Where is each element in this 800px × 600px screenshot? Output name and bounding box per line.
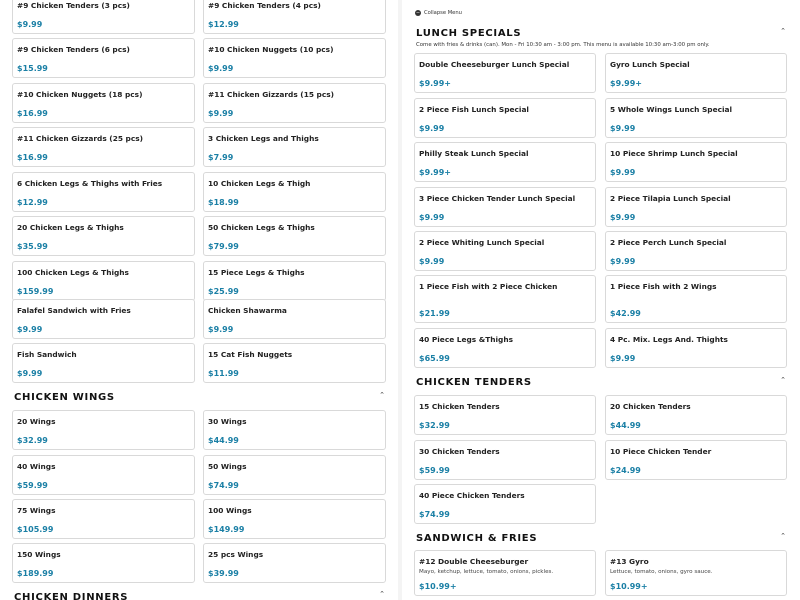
item-name: 30 Chicken Tenders (419, 447, 500, 456)
item-name: #10 Chicken Nuggets (10 pcs) (208, 45, 334, 54)
item-price: $24.99 (610, 466, 641, 475)
item-name: #11 Chicken Gizzards (15 pcs) (208, 90, 334, 99)
menu-item-card[interactable] (605, 395, 787, 435)
item-price: $105.99 (17, 525, 54, 534)
item-name: 15 Chicken Tenders (419, 402, 500, 411)
section-title-chicken-dinners: CHICKEN DINNERS (14, 592, 129, 600)
item-name: 2 Piece Whiting Lunch Special (419, 238, 545, 247)
item-price: $9.99 (208, 109, 234, 118)
item-price: $10.99+ (610, 582, 648, 591)
item-price: $74.99 (419, 510, 450, 519)
item-name: 1 Piece Fish with 2 Piece Chicken (419, 282, 558, 291)
menu-item-card[interactable] (203, 410, 386, 450)
menu-item-card[interactable] (12, 261, 195, 301)
menu-item-card[interactable] (203, 0, 386, 34)
item-name: 150 Wings (17, 550, 61, 559)
item-name: 4 Pc. Mix. Legs And. Thights (610, 335, 728, 344)
menu-item-card[interactable] (605, 328, 787, 368)
chevron-up-icon[interactable]: ⌃ (780, 376, 786, 384)
item-price: $65.99 (419, 354, 450, 363)
section-description: Come with fries & drinks (can). Mon - Fri 10:30 am - 3:00 pm. This menu is available 10:30 am-3:00 pm only. (416, 42, 710, 48)
menu-item-card[interactable] (605, 142, 787, 182)
menu-item-card[interactable] (414, 395, 596, 435)
item-price: $25.99 (208, 287, 239, 296)
item-name: 10 Piece Chicken Tender (610, 447, 712, 456)
collapse-menu-button[interactable] (415, 10, 462, 16)
menu-item-card[interactable] (203, 455, 386, 495)
item-name: 2 Piece Perch Lunch Special (610, 238, 727, 247)
menu-item-card[interactable] (12, 543, 195, 583)
item-name: 100 Wings (208, 506, 252, 515)
section-title-chicken-wings: CHICKEN WINGS (14, 392, 115, 403)
item-name: 75 Wings (17, 506, 56, 515)
item-price: $9.99 (610, 124, 636, 133)
item-price: $9.99+ (610, 79, 643, 88)
item-name: 1 Piece Fish with 2 Wings (610, 282, 717, 291)
item-name: 100 Chicken Legs & Thighs (17, 268, 129, 277)
menu-item-card[interactable] (203, 299, 386, 339)
menu-item-card[interactable] (414, 98, 596, 138)
item-name: Philly Steak Lunch Special (419, 149, 529, 158)
item-price: $39.99 (208, 569, 239, 578)
chevron-up-icon[interactable]: ⌃ (379, 391, 385, 399)
item-name: 10 Chicken Legs & Thigh (208, 179, 311, 188)
menu-item-card[interactable] (414, 231, 596, 271)
menu-item-card[interactable] (203, 216, 386, 256)
menu-item-card[interactable] (414, 550, 596, 596)
item-name: #11 Chicken Gizzards (25 pcs) (17, 134, 143, 143)
item-price: $12.99 (17, 198, 48, 207)
menu-column-right (405, 0, 800, 600)
menu-column-left (0, 0, 395, 600)
menu-item-card[interactable] (12, 38, 195, 78)
item-price: $15.99 (17, 64, 48, 73)
menu-item-card[interactable] (414, 142, 596, 182)
item-price: $16.99 (17, 109, 48, 118)
menu-item-card[interactable] (605, 98, 787, 138)
menu-item-card[interactable] (203, 261, 386, 301)
item-price: $9.99 (610, 354, 636, 363)
item-name: 20 Chicken Tenders (610, 402, 691, 411)
menu-item-card[interactable] (12, 410, 195, 450)
item-price: $159.99 (17, 287, 54, 296)
item-name: 15 Piece Legs & Thighs (208, 268, 305, 277)
menu-item-card[interactable] (203, 38, 386, 78)
item-price: $7.99 (208, 153, 234, 162)
item-name: 5 Whole Wings Lunch Special (610, 105, 733, 114)
item-price: $18.99 (208, 198, 239, 207)
item-price: $9.99 (208, 64, 234, 73)
menu-item-card[interactable] (12, 172, 195, 212)
item-price: $9.99 (419, 213, 445, 222)
item-name: 2 Piece Fish Lunch Special (419, 105, 529, 114)
menu-item-card[interactable] (605, 440, 787, 480)
item-price: $44.99 (610, 421, 641, 430)
item-name: 50 Chicken Legs & Thighs (208, 223, 315, 232)
chevron-up-icon[interactable]: ⌃ (780, 532, 786, 540)
item-name: 30 Wings (208, 417, 247, 426)
item-price: $42.99 (610, 309, 641, 318)
item-name: 3 Piece Chicken Tender Lunch Special (419, 194, 576, 203)
menu-item-card[interactable] (605, 187, 787, 227)
menu-item-card[interactable] (203, 499, 386, 539)
item-price: $9.99 (17, 325, 43, 334)
item-name: 25 pcs Wings (208, 550, 264, 559)
menu-item-card[interactable] (414, 328, 596, 368)
item-description: Lettuce, tomato, onions, gyro sauce. (610, 569, 713, 575)
section-title-sandwich-fries: SANDWICH & FRIES (416, 533, 538, 544)
item-price: $44.99 (208, 436, 239, 445)
item-name: Falafel Sandwich with Fries (17, 306, 131, 315)
menu-item-card[interactable] (12, 0, 195, 34)
item-price: $9.99+ (419, 168, 452, 177)
item-price: $11.99 (208, 369, 239, 378)
item-price: $79.99 (208, 242, 239, 251)
chevron-up-icon[interactable]: ⌃ (379, 590, 385, 598)
item-description: Mayo, ketchup, lettuce, tomato, onions, pickles. (419, 569, 554, 575)
item-name: 20 Chicken Legs & Thighs (17, 223, 124, 232)
item-price: $9.99+ (419, 79, 452, 88)
menu-item-card[interactable] (605, 231, 787, 271)
item-name: Double Cheeseburger Lunch Special (419, 60, 570, 69)
menu-item-card[interactable] (203, 343, 386, 383)
item-name: 15 Cat Fish Nuggets (208, 350, 293, 359)
menu-item-card[interactable] (605, 550, 787, 596)
menu-item-card[interactable] (605, 275, 787, 323)
item-price: $21.99 (419, 309, 450, 318)
item-name: #10 Chicken Nuggets (18 pcs) (17, 90, 143, 99)
item-name: #9 Chicken Tenders (6 pcs) (17, 45, 130, 54)
item-price: $9.99 (419, 257, 445, 266)
menu-item-card[interactable] (414, 440, 596, 480)
item-name: #13 Gyro (610, 557, 649, 566)
item-price: $9.99 (419, 124, 445, 133)
item-price: $9.99 (610, 213, 636, 222)
section-title-lunch-specials: LUNCH SPECIALS (416, 28, 522, 39)
item-name: #9 Chicken Tenders (3 pcs) (17, 1, 130, 10)
menu-item-card[interactable] (414, 484, 596, 524)
item-price: $9.99 (610, 257, 636, 266)
menu-item-card[interactable] (12, 127, 195, 167)
menu-item-card[interactable] (203, 543, 386, 583)
menu-item-card[interactable] (12, 216, 195, 256)
menu-item-card[interactable] (12, 343, 195, 383)
item-price: $16.99 (17, 153, 48, 162)
item-price: $59.99 (17, 481, 48, 490)
menu-item-card[interactable] (414, 187, 596, 227)
column-divider (398, 0, 402, 600)
menu-item-card[interactable] (12, 499, 195, 539)
item-name: Fish Sandwich (17, 350, 77, 359)
menu-item-card[interactable] (12, 455, 195, 495)
item-price: $32.99 (17, 436, 48, 445)
menu-item-card[interactable] (414, 53, 596, 93)
menu-item-card[interactable] (203, 127, 386, 167)
item-name: 10 Piece Shrimp Lunch Special (610, 149, 738, 158)
item-price: $149.99 (208, 525, 245, 534)
collapse-menu-label: Collapse Menu (424, 10, 462, 16)
item-price: $9.99 (17, 369, 43, 378)
item-name: 50 Wings (208, 462, 247, 471)
item-price: $32.99 (419, 421, 450, 430)
item-name: #12 Double Cheeseburger (419, 557, 529, 566)
item-price: $10.99+ (419, 582, 457, 591)
item-name: Chicken Shawarma (208, 306, 287, 315)
menu-item-card[interactable] (203, 172, 386, 212)
menu-item-card[interactable] (605, 53, 787, 93)
item-name: Gyro Lunch Special (610, 60, 690, 69)
chevron-up-icon[interactable]: ⌃ (780, 27, 786, 35)
menu-item-card[interactable] (203, 83, 386, 123)
item-price: $12.99 (208, 20, 239, 29)
menu-item-card[interactable] (414, 275, 596, 323)
item-name: #9 Chicken Tenders (4 pcs) (208, 1, 321, 10)
item-name: 40 Wings (17, 462, 56, 471)
item-price: $9.99 (17, 20, 43, 29)
item-name: 20 Wings (17, 417, 56, 426)
item-price: $9.99 (208, 325, 234, 334)
item-name: 40 Piece Legs &Thighs (419, 335, 514, 344)
item-name: 2 Piece Tilapia Lunch Special (610, 194, 731, 203)
collapse-circle-icon: − (415, 10, 421, 16)
item-price: $189.99 (17, 569, 54, 578)
item-price: $59.99 (419, 466, 450, 475)
item-price: $35.99 (17, 242, 48, 251)
item-price: $9.99 (610, 168, 636, 177)
menu-item-card[interactable] (12, 83, 195, 123)
item-name: 40 Piece Chicken Tenders (419, 491, 525, 500)
item-name: 6 Chicken Legs & Thighs with Fries (17, 179, 163, 188)
menu-item-card[interactable] (12, 299, 195, 339)
section-title-chicken-tenders: CHICKEN TENDERS (416, 377, 532, 388)
item-name: 3 Chicken Legs and Thighs (208, 134, 319, 143)
item-price: $74.99 (208, 481, 239, 490)
